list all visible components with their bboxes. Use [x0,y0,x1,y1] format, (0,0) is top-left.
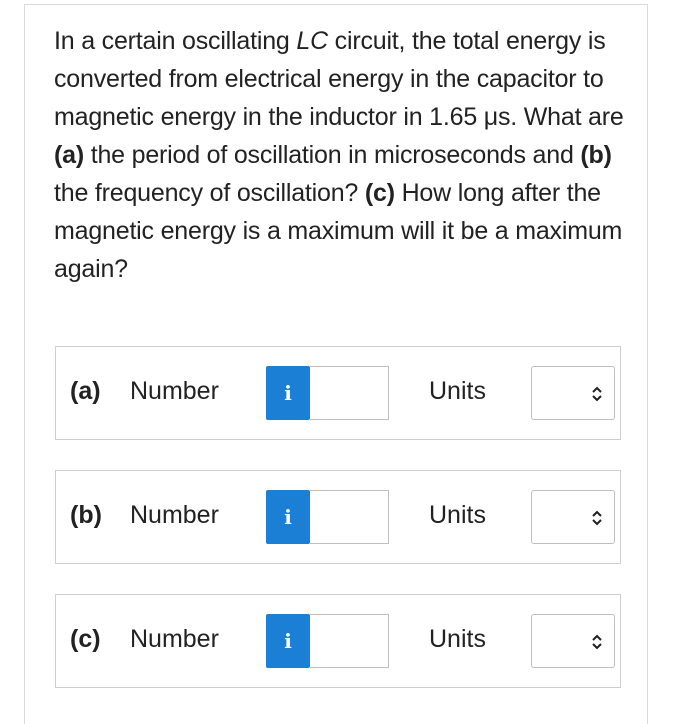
units-label: Units [429,377,486,405]
number-input[interactable] [310,366,389,420]
units-select[interactable] [531,490,615,544]
units-select[interactable] [531,366,615,420]
answer-row-a [55,346,621,440]
answer-row-c [55,594,621,688]
number-label: Number [130,377,219,405]
units-label: Units [429,625,486,653]
chevron-up-down-icon [590,632,604,652]
info-icon: i [284,629,292,653]
info-button[interactable] [266,490,310,544]
question-text: In a certain oscillating LC circuit, the total energy is converted from electrical energy in the capacitor to magnetic energy in the inductor in 1.65 μs. What are (a) the period of oscillation in microseconds and (b) the frequency of oscillation? (c) How long after the magnetic energy is a maximum will it be a maximum again? [54,27,624,283]
part-label: (a) [70,377,101,405]
part-label: (c) [70,625,101,653]
info-button[interactable] [266,614,310,668]
number-input[interactable] [310,614,389,668]
info-icon: i [284,381,292,405]
units-label: Units [429,501,486,529]
number-input[interactable] [310,490,389,544]
chevron-up-down-icon [590,508,604,528]
units-select[interactable] [531,614,615,668]
info-button[interactable] [266,366,310,420]
number-label: Number [130,501,219,529]
info-icon: i [284,505,292,529]
number-label: Number [130,625,219,653]
part-label: (b) [70,501,102,529]
chevron-up-down-icon [590,384,604,404]
answer-row-b [55,470,621,564]
